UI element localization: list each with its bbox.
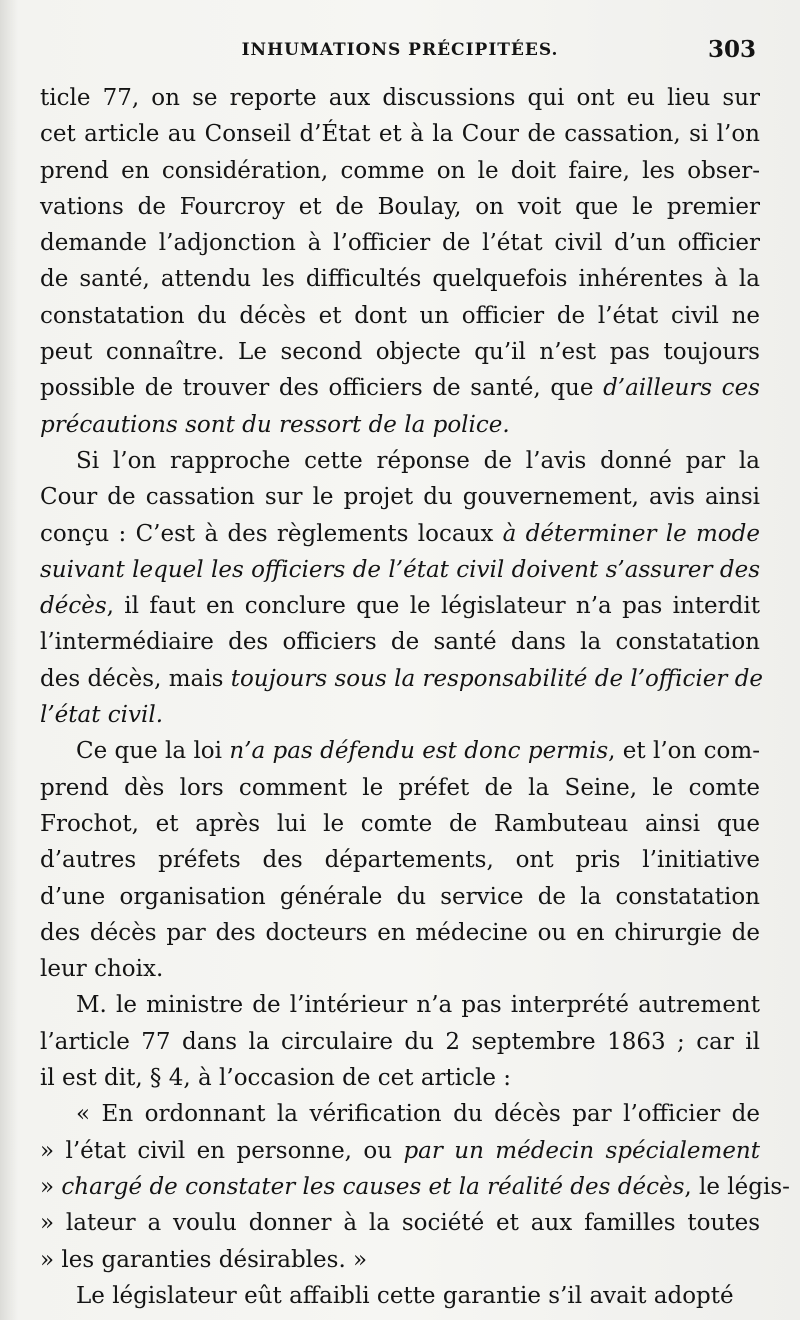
text-run: » les garanties désirables. » [40, 1246, 368, 1273]
text-line [40, 624, 760, 660]
text-run: possible de trouver des officiers de santé, que [40, 375, 604, 402]
text-run: l’article 77 dans la circulaire du 2 septembre 1863 ; car il [40, 1028, 760, 1055]
text-line [40, 915, 760, 951]
text-run: demande l’adjonction à l’officier de l’état civil d’un officier [40, 230, 760, 257]
italic-run: précautions sont du ressort de la police. [40, 411, 510, 438]
body-text [40, 80, 790, 1314]
text-run: , et l’on com- [608, 738, 760, 765]
paragraph [40, 443, 764, 733]
text-line [40, 407, 760, 443]
text-line [40, 116, 760, 152]
text-line [40, 1060, 760, 1096]
text-line [40, 516, 760, 552]
text-line [40, 1242, 760, 1278]
italic-run: toujours sous la responsabilité de l’officier de [230, 665, 764, 692]
text-line [40, 588, 760, 624]
text-line [40, 1096, 760, 1132]
text-line [40, 153, 760, 189]
text-run: Ce que la loi [76, 738, 230, 765]
text-run: , le légis- [684, 1173, 790, 1200]
text-run: , il faut en conclure que le législateur n’a pas interdit [106, 593, 760, 620]
italic-run: d’ailleurs ces [603, 375, 760, 402]
text-line [40, 225, 760, 261]
text-run: Si l’on rapproche cette réponse de l’avis donné par la [76, 447, 760, 474]
italic-run: n’a pas défendu est donc permis [229, 738, 609, 765]
text-run: constatation du décès et dont un officier de l’état civil ne [40, 302, 760, 329]
text-run: » l’état civil en personne, ou [40, 1137, 404, 1164]
text-run: « En ordonnant la vérification du décès par l’officier de [76, 1101, 760, 1128]
italic-run: l’état civil. [40, 702, 164, 729]
running-title: INHUMATIONS PRÉCIPITÉES. [241, 40, 559, 60]
text-run: ticle 77, on se reporte aux discussions qui ont eu lieu sur [40, 85, 760, 111]
text-run: » [40, 1173, 62, 1200]
text-line [40, 1024, 760, 1060]
text-line [40, 879, 760, 915]
text-run: Cour de cassation sur le projet du gouvernement, avis ainsi [40, 484, 760, 511]
page-number: 303 [707, 36, 756, 63]
text-run: il est dit, § 4, à l’occasion de cet article : [40, 1065, 512, 1092]
text-line [40, 1205, 760, 1241]
text-line [40, 334, 760, 370]
text-run: conçu : C’est à des règlements locaux [40, 520, 503, 547]
text-run: Frochot, et après lui le comte de Rambuteau ainsi que [40, 810, 760, 837]
text-line [40, 951, 760, 987]
text-run: de santé, attendu les difficultés quelquefois inhérentes à la [40, 266, 760, 293]
text-line [40, 552, 760, 588]
text-line [40, 1133, 760, 1169]
italic-run: chargé de constater les causes et la réalité des décès [61, 1173, 685, 1200]
text-line [40, 987, 760, 1023]
text-line [40, 1278, 760, 1314]
text-line [40, 189, 760, 225]
text-run: l’intermédiaire des officiers de santé dans la constatation [40, 629, 760, 656]
text-run: des décès par des docteurs en médecine ou en chirurgie de [40, 919, 760, 946]
text-line [40, 1169, 790, 1205]
text-run: d’une organisation générale du service de la constatation [40, 883, 760, 910]
text-line [40, 733, 760, 769]
text-run: d’autres préfets des départements, ont pris l’initiative [40, 847, 760, 874]
text-run: peut connaître. Le second objecte qu’il n’est pas toujours [40, 339, 760, 366]
text-run: leur choix. [40, 956, 164, 983]
text-run: prend dès lors comment le préfet de la Seine, le comte [40, 774, 760, 801]
text-line [40, 842, 760, 878]
text-line [40, 80, 760, 116]
text-run: prend en considération, comme on le doit faire, les obser- [40, 157, 760, 184]
text-run: M. le ministre de l’intérieur n’a pas interprété autrement [76, 992, 760, 1019]
paragraph [40, 987, 760, 1096]
text-run: » lateur a voulu donner à la société et aux familles toutes [40, 1210, 760, 1237]
text-line [40, 770, 760, 806]
text-line [40, 443, 760, 479]
italic-run: décès [40, 593, 107, 620]
text-line [40, 806, 760, 842]
text-run: des décès, mais [40, 665, 231, 692]
text-line [40, 298, 760, 334]
paragraph [40, 1096, 790, 1277]
paragraph [40, 733, 760, 987]
text-run: Le législateur eût affaibli cette garantie s’il avait adopté [76, 1282, 734, 1309]
italic-run: à déterminer le mode [502, 520, 760, 547]
text-line [40, 661, 764, 697]
text-run: cet article au Conseil d’État et à la Cour de cassation, si l’on [40, 121, 760, 148]
text-run: vations de Fourcroy et de Boulay, on voit que le premier [40, 193, 760, 220]
italic-run: par un médecin spécialement [403, 1137, 760, 1164]
italic-run: suivant lequel les officiers de l’état civil doivent s’assurer des [40, 556, 760, 583]
text-line [40, 261, 760, 297]
paragraph [40, 80, 760, 443]
text-line [40, 697, 760, 733]
text-line [40, 479, 760, 515]
text-line [40, 370, 760, 406]
paragraph [40, 1278, 760, 1314]
running-head [40, 38, 760, 66]
